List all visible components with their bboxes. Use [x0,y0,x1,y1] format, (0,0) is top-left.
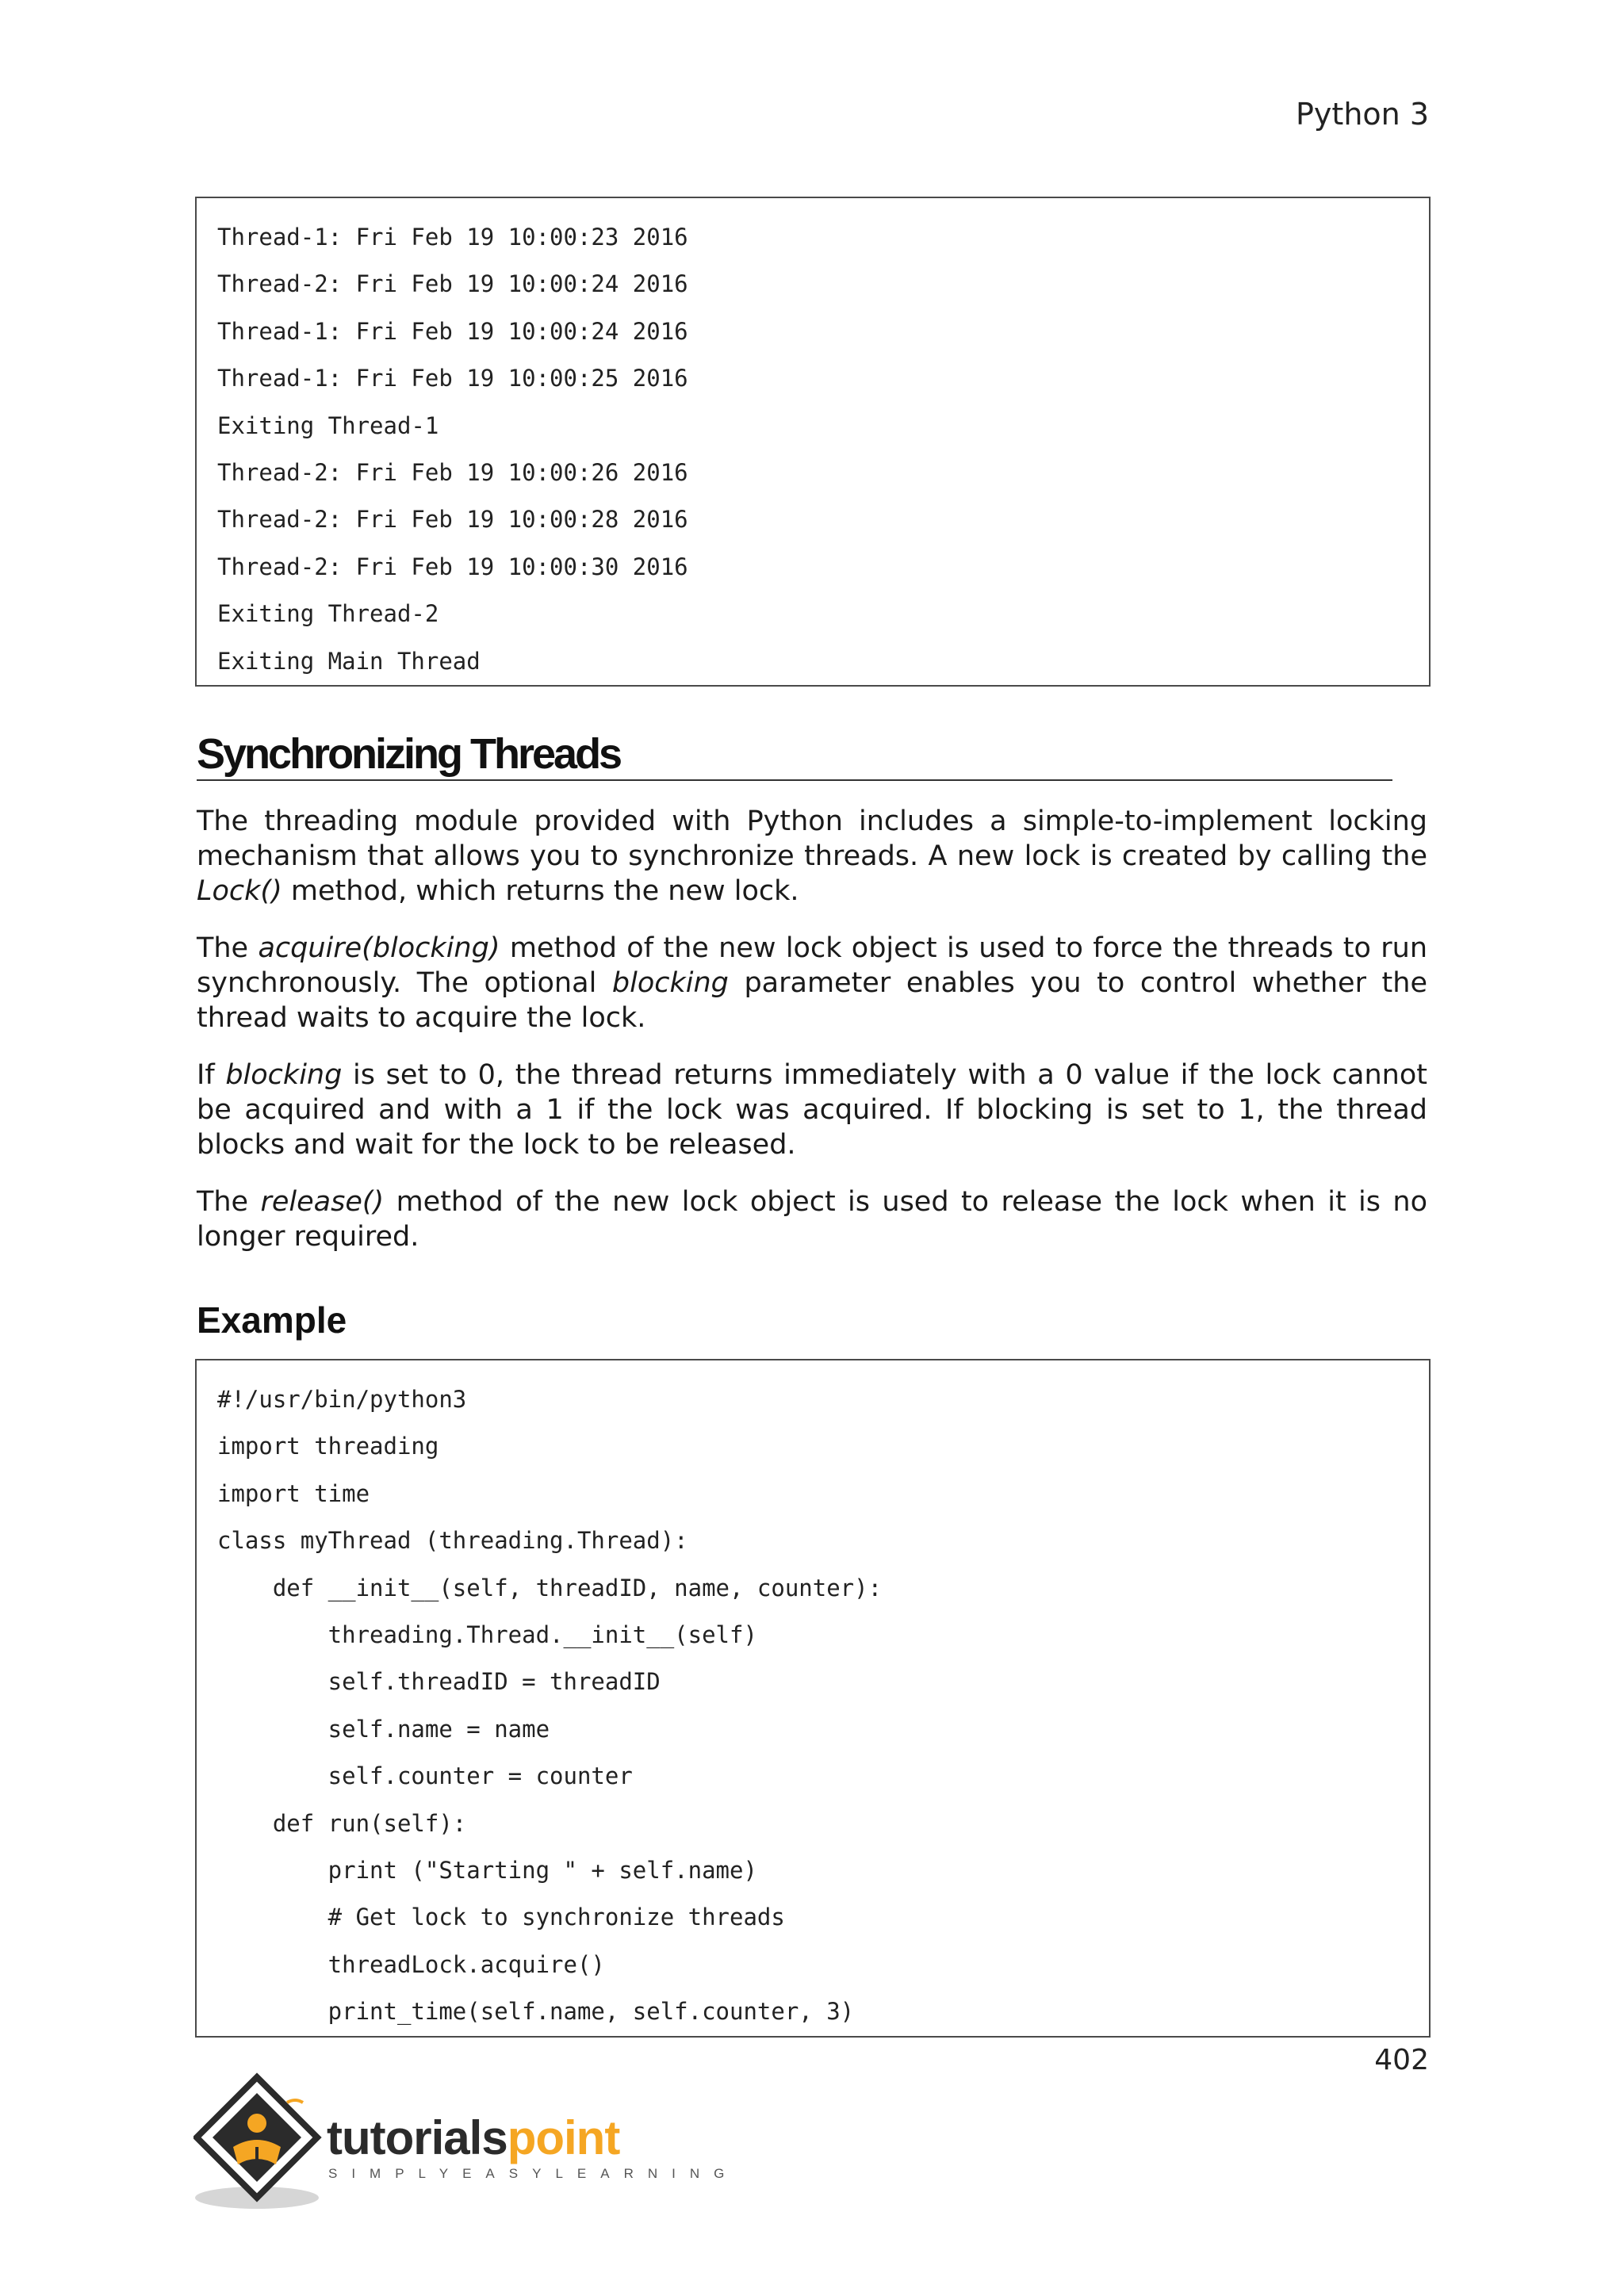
section-body [197,804,1427,1276]
code-line: # Get lock to synchronize threads [217,1904,785,1931]
code-line: def __init__(self, threadID, name, counter): [217,1574,883,1601]
logo-tagline: SIMPLYEASYLEARNING [328,2166,739,2181]
code-line: self.name = name [217,1715,550,1743]
tutorialspoint-logo [193,2071,739,2214]
code-line: Exiting Thread-2 [217,600,439,628]
code-line: print_time(self.name, self.counter, 3) [217,1998,855,2026]
code-line: self.counter = counter [217,1762,633,1790]
code-line: Thread-1: Fri Feb 19 10:00:25 2016 [217,365,688,392]
code-line: #!/usr/bin/python3 [217,1386,467,1413]
code-line: Thread-1: Fri Feb 19 10:00:23 2016 [217,224,688,251]
logo-wordmark: tutorialspoint [327,2111,620,2164]
code-line: Thread-2: Fri Feb 19 10:00:24 2016 [217,270,688,298]
example-heading: Example [197,1299,347,1341]
running-header: Python 3 [1296,97,1429,132]
page-number: 402 [1374,2044,1429,2076]
code-line: def run(self): [217,1809,467,1837]
code-line: Thread-2: Fri Feb 19 10:00:30 2016 [217,553,688,580]
code-line: threading.Thread.__init__(self) [217,1621,757,1648]
paragraph-acquire: The acquire(blocking) method of the new lock object is used to force the threads to run synchronously. The optional blocking parameter enables you to control whether the thread waits to acquire the lock. [197,932,1427,1034]
code-line: threadLock.acquire() [217,1950,605,1978]
code-line: self.threadID = threadID [217,1668,661,1696]
code-line: import time [217,1479,370,1507]
code-line: Thread-2: Fri Feb 19 10:00:28 2016 [217,506,688,534]
code-line: Thread-2: Fri Feb 19 10:00:26 2016 [217,458,688,486]
code-line: Thread-1: Fri Feb 19 10:00:24 2016 [217,317,688,345]
output-code-block [195,197,1431,687]
code-line: print ("Starting " + self.name) [217,1856,757,1884]
code-line: import threading [217,1433,439,1460]
section-heading: Synchronizing Threads [197,731,1392,781]
code-line: class myThread (threading.Thread): [217,1527,688,1555]
example-code-block [195,1359,1431,2038]
code-line: Exiting Thread-1 [217,411,439,439]
paragraph-lock: The threading module provided with Python includes a simple-to-implement locking mechanism that allows you to synchronize threads. A new lock is created by calling the Lock() method, which returns the new lock. [197,806,1427,907]
paragraph-blocking: If blocking is set to 0, the thread returns immediately with a 0 value if the lock cannot be acquired and with a 1 if the lock was acquired. If blocking is set to 1, the thread blocks and wait for the lock to be released. [197,1059,1427,1161]
code-line: Exiting Main Thread [217,647,481,675]
paragraph-release: The release() method of the new lock object is used to release the lock when it is no longer required. [197,1186,1427,1253]
